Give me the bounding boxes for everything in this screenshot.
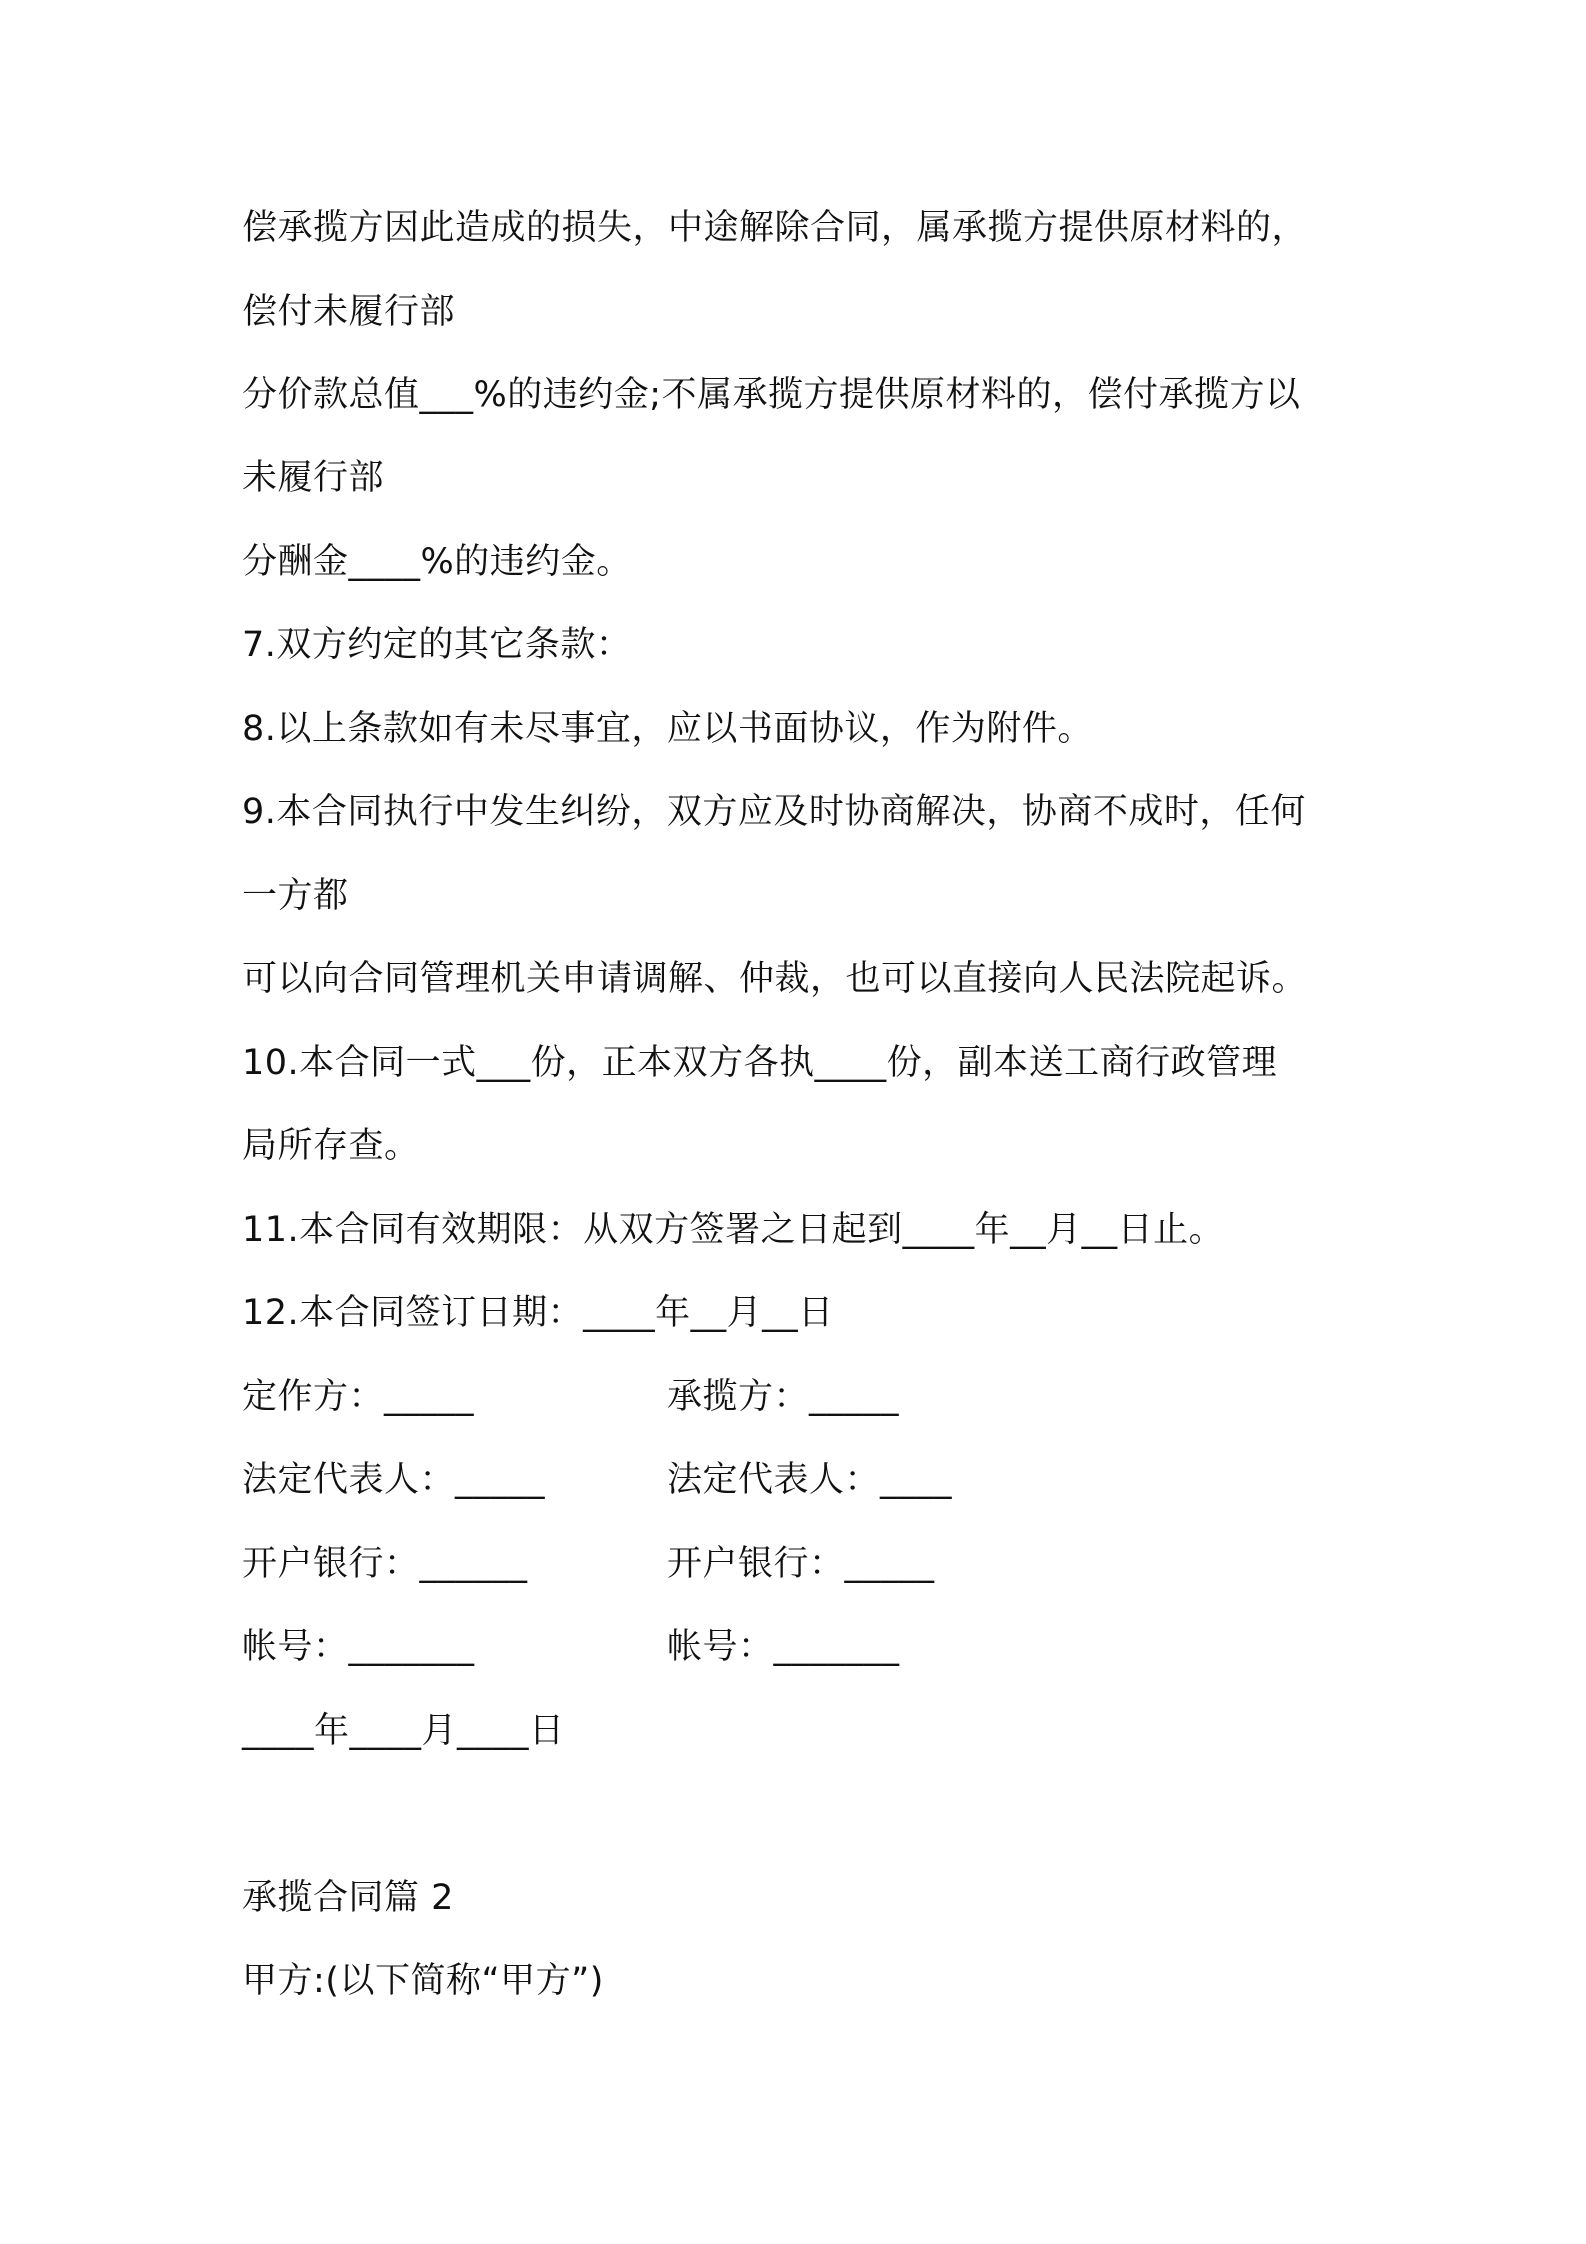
signature-left-contractor: 定作方：_____ (242, 1377, 475, 1417)
contract-text-line: 偿承揽方因此造成的损失，中途解除合同，属承揽方提供原材料的， (242, 208, 1308, 248)
contract-text-line: 一方都 (242, 876, 349, 916)
contract-text-line: 未履行部 (242, 458, 385, 498)
signature-left-legal-rep: 法定代表人：_____ (242, 1460, 546, 1500)
clause-12: 12.本合同签订日期：____年__月__日 (242, 1293, 834, 1333)
contract-text-line: 分价款总值___%的违约金;不属承揽方提供原材料的，偿付承揽方以 (242, 375, 1301, 415)
contract-text-line: 局所存查。 (242, 1126, 420, 1166)
signature-left-account: 帐号：_______ (242, 1627, 475, 1667)
signature-right-account: 帐号：_______ (667, 1627, 900, 1667)
contract-text-line: 分酬金____%的违约金。 (242, 542, 632, 582)
clause-11: 11.本合同有效期限：从双方签署之日起到____年__月__日止。 (242, 1210, 1225, 1250)
contract-text-line: 偿付未履行部 (242, 292, 456, 332)
contract-text-line: 可以向合同管理机关申请调解、仲裁，也可以直接向人民法院起诉。 (242, 959, 1308, 999)
signature-right-undertaker: 承揽方：_____ (667, 1377, 900, 1417)
party-a-line: 甲方:(以下简称“甲方”) (242, 1961, 604, 2001)
signature-date: ____年____月____日 (242, 1711, 565, 1751)
signature-left-bank: 开户银行：______ (242, 1544, 528, 1584)
section-title: 承揽合同篇 2 (242, 1878, 454, 1918)
clause-7: 7.双方约定的其它条款： (242, 625, 632, 665)
clause-8: 8.以上条款如有未尽事宜，应以书面协议，作为附件。 (242, 709, 1093, 749)
signature-right-bank: 开户银行：_____ (667, 1544, 935, 1584)
signature-right-legal-rep: 法定代表人：____ (667, 1460, 953, 1500)
clause-10: 10.本合同一式___份，正本双方各执____份，副本送工商行政管理 (242, 1043, 1278, 1083)
clause-9: 9.本合同执行中发生纠纷，双方应及时协商解决，协商不成时，任何 (242, 792, 1306, 832)
